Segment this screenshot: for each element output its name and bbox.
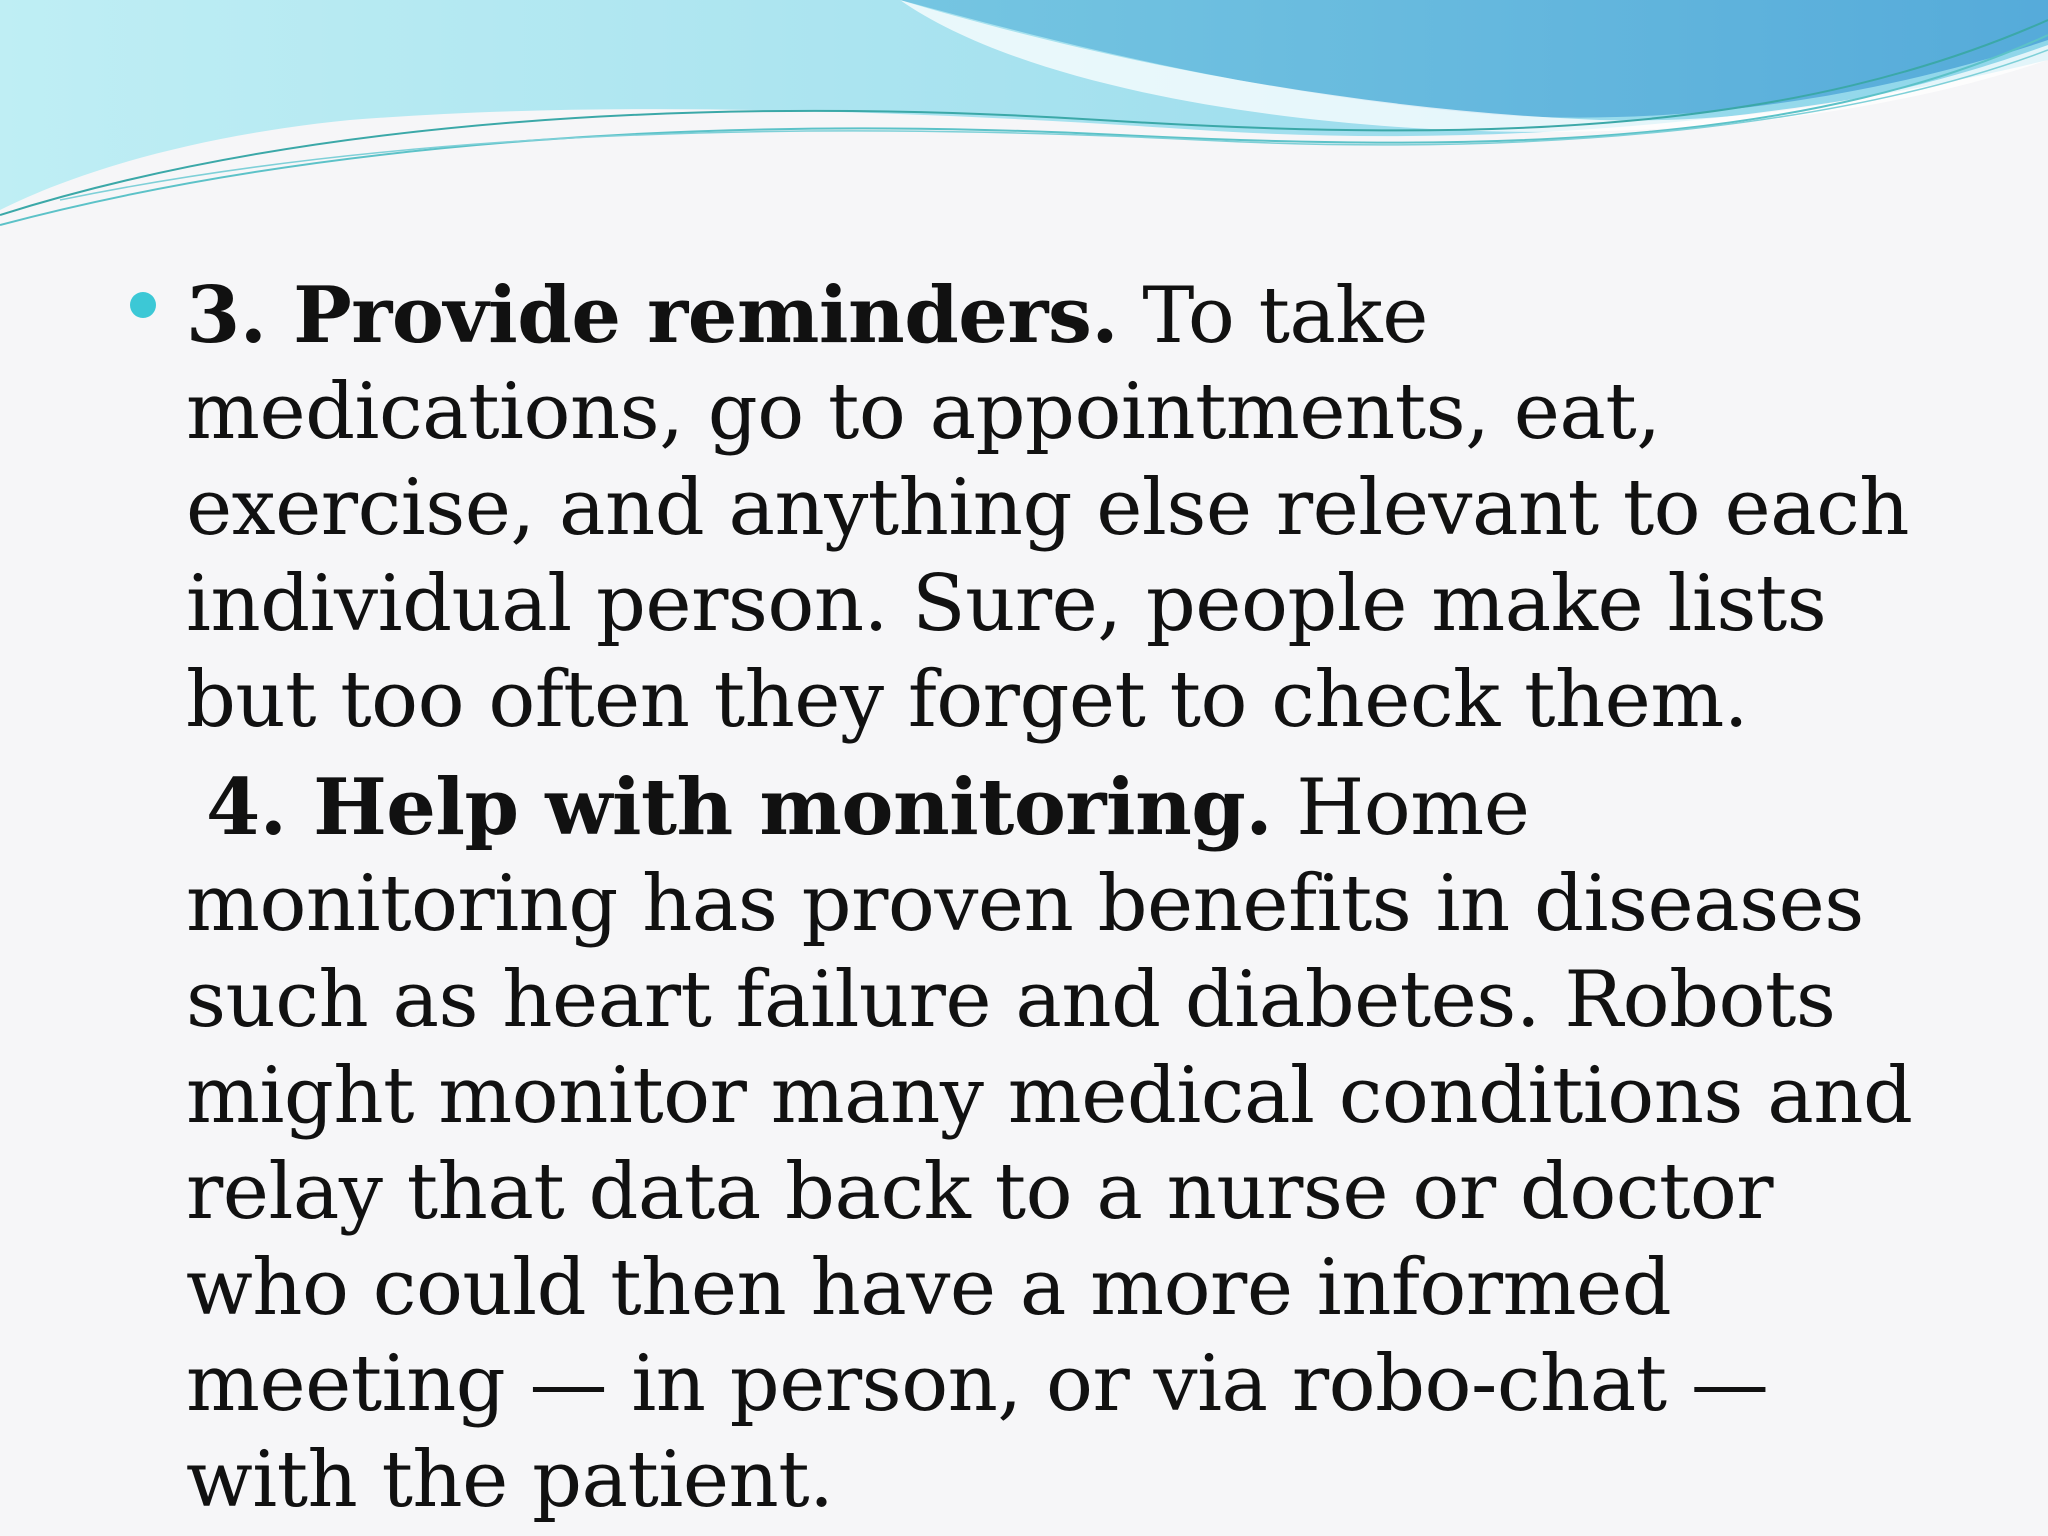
reminders-text: To take medications, go to appointments, eat, exercise, and anything else relevant to each individual person. Sure, people make lists but too often they forget to check them. bbox=[186, 271, 1910, 745]
bullet-dot-icon bbox=[130, 292, 156, 318]
monitoring-text: Home monitoring has proven benefits in diseases such as heart failure and diabetes. Robots might monitor many medical conditions and relay that data back to a nurse or doctor who could then have a more informed meeting — in person, or via robo-chat — with the patient. bbox=[186, 763, 1913, 1525]
bullet-item bbox=[130, 268, 1930, 1528]
slide-body bbox=[130, 268, 1930, 1528]
reminders-paragraph bbox=[186, 268, 1930, 748]
monitoring-lead: 4. Help with monitoring. bbox=[206, 762, 1272, 853]
header-wave-decoration bbox=[0, 0, 2048, 240]
reminders-lead: 3. Provide reminders. bbox=[186, 270, 1119, 361]
monitoring-paragraph bbox=[186, 760, 1930, 1528]
